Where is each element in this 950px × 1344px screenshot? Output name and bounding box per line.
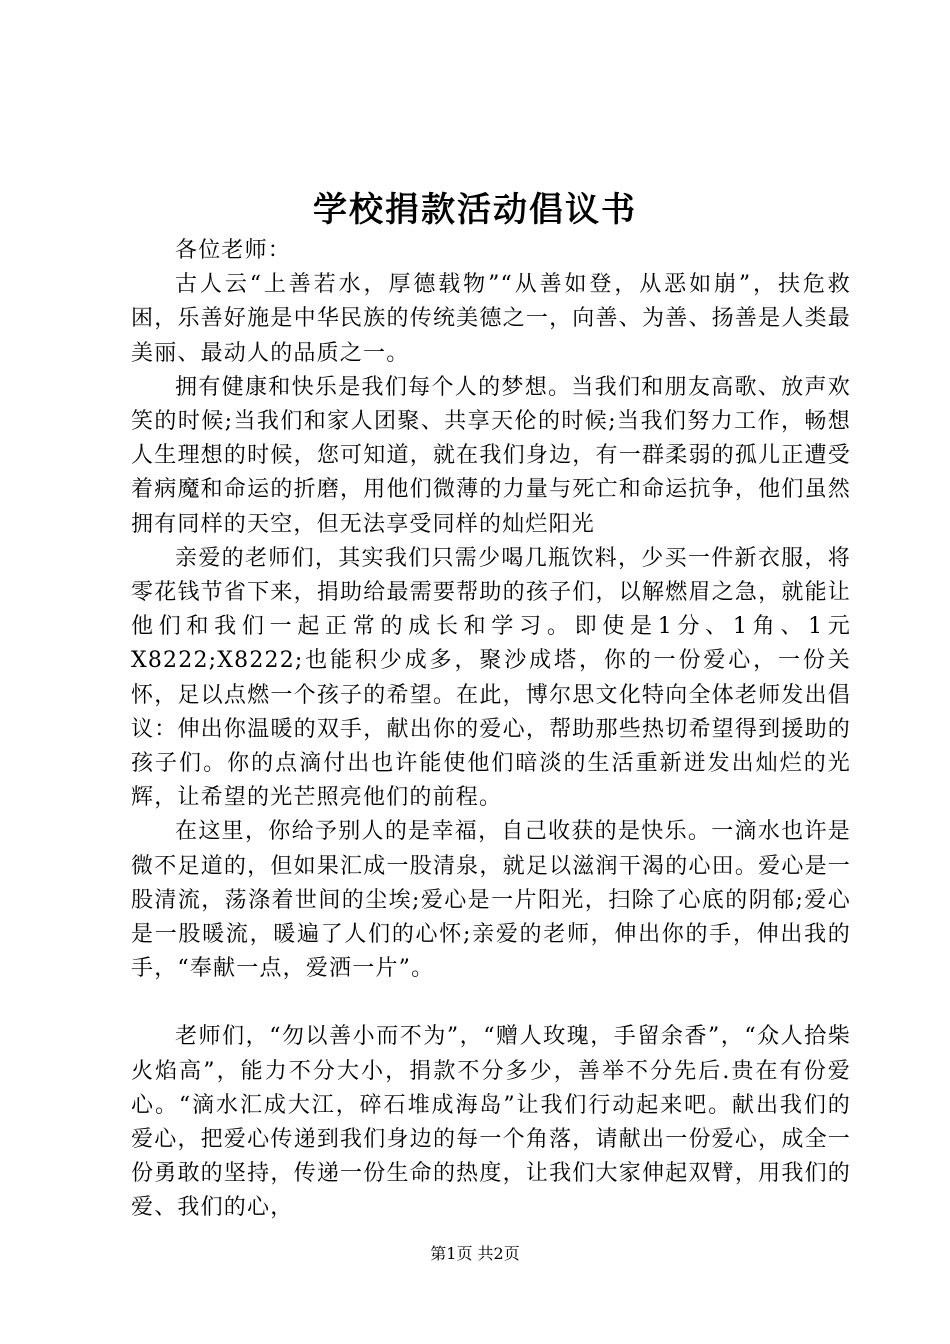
paragraph-4: 在这里，你给予别人的是幸福，自己收获的是快乐。一滴水也许是微不足道的，但如果汇成一股清泉，就足以滋润干渴的心田。爱心是一股清流，荡涤着世间的尘埃;爱心是一片阳光，扫除了心底的阴郁;爱心是一股暖流，暖遍了人们的心怀;亲爱的老师，伸出你的手，伸出我的手，“奉献一点，爱洒一片”。 [131, 819, 851, 982]
paragraph-1: 古人云“上善若水，厚德载物”“从善如登，从恶如崩”，扶危救困，乐善好施是中华民族的传统美德之一，向善、为善、扬善是人类最美丽、最动人的品质之一。 [131, 272, 851, 366]
document-title: 学校捐款活动倡议书 [313, 190, 637, 230]
paragraph-5: 老师们，“勿以善小而不为”，“赠人玫瑰，手留余香”，“众人拾柴火焰高”，能力不分大小，捐款不分多少，善举不分先后.贵在有份爱心。“滴水汇成大江，碎石堆成海岛”让我们行动起来吧。献出我们的爱心，把爱心传递到我们身边的每一个角落，请献出一份爱心，成全一份勇敢的坚持，传递一份生命的热度，让我们大家伸起双臂，用我们的爱、我们的心， [131, 1024, 851, 1221]
page-footer: 第1页 共2页 [430, 1244, 520, 1263]
salutation: 各位老师： [175, 238, 292, 263]
paragraph-3: 亲爱的老师们，其实我们只需少喝几瓶饮料，少买一件新衣服，将零花钱节省下来，捐助给最需要帮助的孩子们，以解燃眉之急，就能让他们和我们一起正常的成长和学习。即使是1分、1角、1元X8222;X8222;也能积少成多，聚沙成塔，你的一份爱心，一份关怀，足以点燃一个孩子的希望。在此，博尔思文化特向全体老师发出倡议：伸出你温暖的双手，献出你的爱心，帮助那些热切希望得到援助的孩子们。你的点滴付出也许能使他们暗淡的生活重新迸发出灿烂的光辉，让希望的光芒照亮他们的前程。 [131, 545, 851, 811]
paragraph-2: 拥有健康和快乐是我们每个人的梦想。当我们和朋友高歌、放声欢笑的时候;当我们和家人团聚、共享天伦的时候;当我们努力工作，畅想人生理想的时候，您可知道，就在我们身边，有一群柔弱的孤儿正遭受着病魔和命运的折磨，用他们微薄的力量与死亡和命运抗争，他们虽然拥有同样的天空，但无法享受同样的灿烂阳光 [131, 374, 851, 537]
document-body [131, 234, 851, 1226]
